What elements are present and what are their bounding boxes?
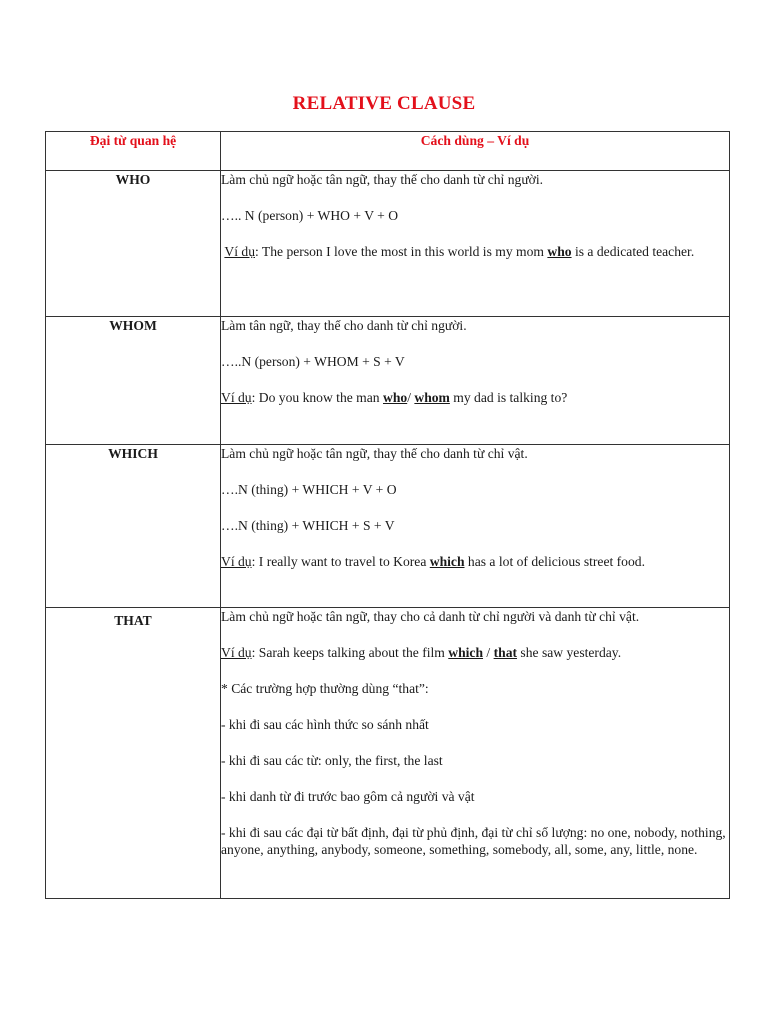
table-row-whom	[46, 317, 730, 445]
usage-cell-that	[221, 608, 730, 899]
table-row-which	[46, 445, 730, 608]
highlight-word: whom	[414, 390, 450, 405]
formula-text: ….N (thing) + WHICH + S + V	[221, 518, 395, 533]
table-header-row	[46, 132, 730, 171]
case-item: - khi đi sau các hình thức so sánh nhất	[221, 717, 429, 732]
usage-text: Làm chủ ngữ hoặc tân ngữ, thay thế cho danh từ chỉ người.	[221, 172, 544, 187]
example-text: Ví dụ: Sarah keeps talking about the film which / that she saw yesterday.	[221, 645, 622, 660]
usage-cell-which	[221, 445, 730, 608]
header-pronoun: Đại từ quan hệ	[46, 132, 221, 171]
formula-text: ….. N (person) + WHO + V + O	[221, 208, 399, 223]
formula-text: …..N (person) + WHOM + S + V	[221, 354, 405, 369]
keyword-which: WHICH	[46, 445, 221, 608]
example-label: Ví dụ	[224, 244, 255, 259]
keyword-who: WHO	[46, 171, 221, 317]
case-item: - khi đi sau các đại từ bất định, đại từ phủ định, đại từ chỉ số lượng: no one, nobody, nothing, anyone, anything, anybody, someone, something, somebody, all, some, any, little, none.	[221, 825, 726, 857]
table-row-that	[46, 608, 730, 899]
keyword-that: THAT	[46, 608, 221, 899]
example-text: Ví dụ: I really want to travel to Korea which has a lot of delicious street food.	[221, 554, 645, 569]
example-label: Ví dụ	[221, 554, 252, 569]
relative-clause-table	[45, 131, 730, 899]
usage-text: Làm chủ ngữ hoặc tân ngữ, thay cho cả danh từ chỉ người và danh từ chỉ vật.	[221, 609, 640, 624]
table-row-who	[46, 171, 730, 317]
case-item: - khi đi sau các từ: only, the first, the last	[221, 753, 443, 768]
highlight-word: who	[383, 390, 408, 405]
highlight-word: that	[493, 645, 518, 660]
cases-heading: * Các trường hợp thường dùng “that”:	[221, 681, 429, 696]
highlight-word: who	[547, 244, 572, 259]
example-label: Ví dụ	[221, 645, 252, 660]
case-item: - khi danh từ đi trước bao gôm cả người và vật	[221, 789, 475, 804]
highlight-word: which	[429, 554, 465, 569]
highlight-word: which	[448, 645, 484, 660]
formula-text: ….N (thing) + WHICH + V + O	[221, 482, 397, 497]
usage-cell-whom	[221, 317, 730, 445]
usage-cell-who	[221, 171, 730, 317]
usage-text: Làm chủ ngữ hoặc tân ngữ, thay thế cho danh từ chỉ vật.	[221, 446, 528, 461]
header-usage-example: Cách dùng – Ví dụ	[221, 132, 730, 171]
keyword-whom: WHOM	[46, 317, 221, 445]
page-title: RELATIVE CLAUSE	[292, 93, 476, 114]
example-label: Ví dụ	[221, 390, 252, 405]
example-text: Ví dụ: Do you know the man who/ whom my dad is talking to?	[221, 390, 568, 405]
example-text: Ví dụ: The person I love the most in this world is my mom who is a dedicated teacher.	[224, 244, 695, 259]
usage-text: Làm tân ngữ, thay thế cho danh từ chỉ người.	[221, 318, 467, 333]
